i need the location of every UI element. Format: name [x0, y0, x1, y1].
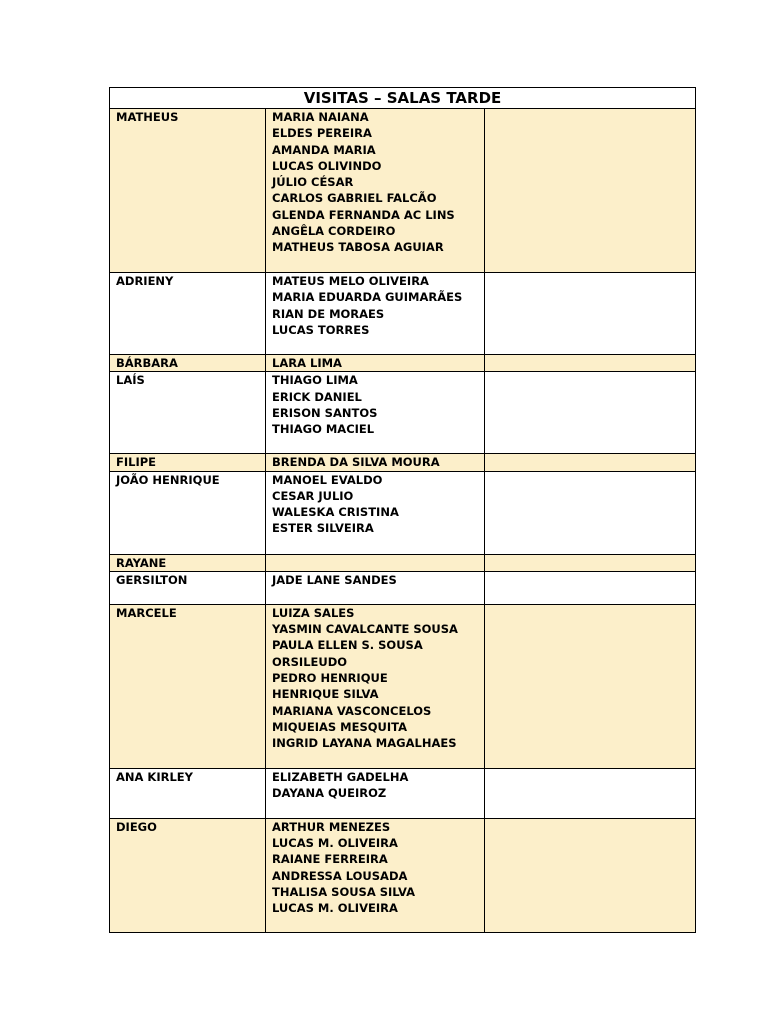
- empty-cell: [485, 818, 696, 932]
- host-name-cell: LAÍS: [110, 372, 266, 454]
- empty-cell: [485, 454, 696, 471]
- visitor-name: THIAGO MACIEL: [272, 422, 375, 437]
- table-row: [110, 554, 696, 571]
- visitors-cell: [266, 355, 485, 372]
- visitor-name: RIAN DE MORAES: [272, 306, 385, 321]
- visitor-name: LUCAS OLIVINDO: [272, 158, 382, 173]
- visitor-name: PEDRO HENRIQUE: [272, 671, 388, 686]
- table-body: [110, 109, 696, 933]
- table-title: VISITAS – SALAS TARDE: [110, 88, 696, 109]
- visitor-name: PAULA ELLEN S. SOUSA: [272, 638, 423, 653]
- table-row: [110, 372, 696, 454]
- visitor-name: ANDRESSA LOUSADA: [272, 868, 408, 883]
- empty-cell: [485, 554, 696, 571]
- host-name-cell: FILIPE: [110, 454, 266, 471]
- visitor-name: JÚLIO CÉSAR: [272, 175, 354, 190]
- host-name-cell: ADRIENY: [110, 273, 266, 355]
- visitor-name: THIAGO LIMA: [272, 373, 358, 388]
- visitor-name: CESAR JULIO: [272, 488, 354, 503]
- visitor-name: ORSILEUDO: [272, 654, 348, 669]
- table-row: [110, 109, 696, 273]
- visitor-name: AMANDA MARIA: [272, 142, 376, 157]
- visitor-name: LUCAS M. OLIVEIRA: [272, 836, 398, 851]
- visitor-name: LARA LIMA: [272, 356, 342, 370]
- host-name-cell: GERSILTON: [110, 571, 266, 604]
- host-name-cell: JOÃO HENRIQUE: [110, 471, 266, 554]
- empty-cell: [485, 768, 696, 818]
- table-row: [110, 273, 696, 355]
- visitor-name: HENRIQUE SILVA: [272, 687, 379, 702]
- title-row: [110, 88, 696, 109]
- visits-table: [109, 87, 696, 933]
- empty-cell: [485, 355, 696, 372]
- table-row: [110, 818, 696, 932]
- host-name-cell: BÁRBARA: [110, 355, 266, 372]
- empty-cell: [485, 571, 696, 604]
- visitors-cell: [266, 571, 485, 604]
- host-name-cell: DIEGO: [110, 818, 266, 932]
- visitor-name: ELDES PEREIRA: [272, 126, 372, 141]
- visitor-name: CARLOS GABRIEL FALCÃO: [272, 191, 437, 206]
- visitor-name: MATEUS MELO OLIVEIRA: [272, 274, 429, 288]
- visitor-name: ERISON SANTOS: [272, 405, 378, 420]
- visitor-name: BRENDA DA SILVA MOURA: [272, 455, 440, 470]
- visitor-name: ANGÊLA CORDEIRO: [272, 224, 396, 239]
- visitor-name: YASMIN CAVALCANTE SOUSA: [272, 622, 458, 637]
- visitor-name: ERICK DANIEL: [272, 389, 362, 404]
- visitors-cell: [266, 372, 485, 454]
- visitor-name: THALISA SOUSA SILVA: [272, 885, 416, 900]
- visitor-name: GLENDA FERNANDA AC LINS: [272, 207, 455, 222]
- visitor-name: ELIZABETH GADELHA: [272, 769, 409, 784]
- empty-cell: [485, 109, 696, 273]
- table-row: [110, 355, 696, 372]
- visitor-name: ESTER SILVEIRA: [272, 521, 374, 536]
- visitor-name: LUCAS M. OLIVEIRA: [272, 901, 398, 916]
- visitors-cell: [266, 554, 485, 571]
- table-row: [110, 471, 696, 554]
- visitor-name: INGRID LAYANA MAGALHAES: [272, 736, 457, 751]
- visitors-cell: [266, 273, 485, 355]
- empty-cell: [485, 372, 696, 454]
- visitor-name: LUIZA SALES: [272, 605, 355, 620]
- visitor-name: MARIA NAIANA: [272, 110, 369, 124]
- table-row: [110, 604, 696, 768]
- visitor-name: JADE LANE SANDES: [272, 572, 397, 587]
- visitors-cell: [266, 109, 485, 273]
- host-name-cell: RAYANE: [110, 554, 266, 571]
- visitor-name: MARIANA VASCONCELOS: [272, 703, 432, 718]
- table-row: [110, 768, 696, 818]
- empty-cell: [485, 471, 696, 554]
- visitor-name: LUCAS TORRES: [272, 322, 370, 337]
- visitor-name: ARTHUR MENEZES: [272, 819, 391, 834]
- visitor-name: WALESKA CRISTINA: [272, 505, 399, 520]
- visitors-cell: [266, 818, 485, 932]
- visitors-cell: [266, 454, 485, 471]
- host-name-cell: ANA KIRLEY: [110, 768, 266, 818]
- visitor-name: MARIA EDUARDA GUIMARÃES: [272, 290, 463, 305]
- visitor-name: DAYANA QUEIROZ: [272, 786, 387, 801]
- visitor-name: RAIANE FERREIRA: [272, 852, 388, 867]
- visitor-name: MATHEUS TABOSA AGUIAR: [272, 240, 444, 255]
- visitors-cell: [266, 471, 485, 554]
- visitors-cell: [266, 768, 485, 818]
- visitor-name: MANOEL EVALDO: [272, 472, 383, 487]
- empty-cell: [485, 273, 696, 355]
- table-row: [110, 571, 696, 604]
- table-row: [110, 454, 696, 471]
- host-name-cell: MARCELE: [110, 604, 266, 768]
- empty-cell: [485, 604, 696, 768]
- visitors-cell: [266, 604, 485, 768]
- host-name-cell: MATHEUS: [110, 109, 266, 273]
- visitor-name: MIQUEIAS MESQUITA: [272, 719, 407, 734]
